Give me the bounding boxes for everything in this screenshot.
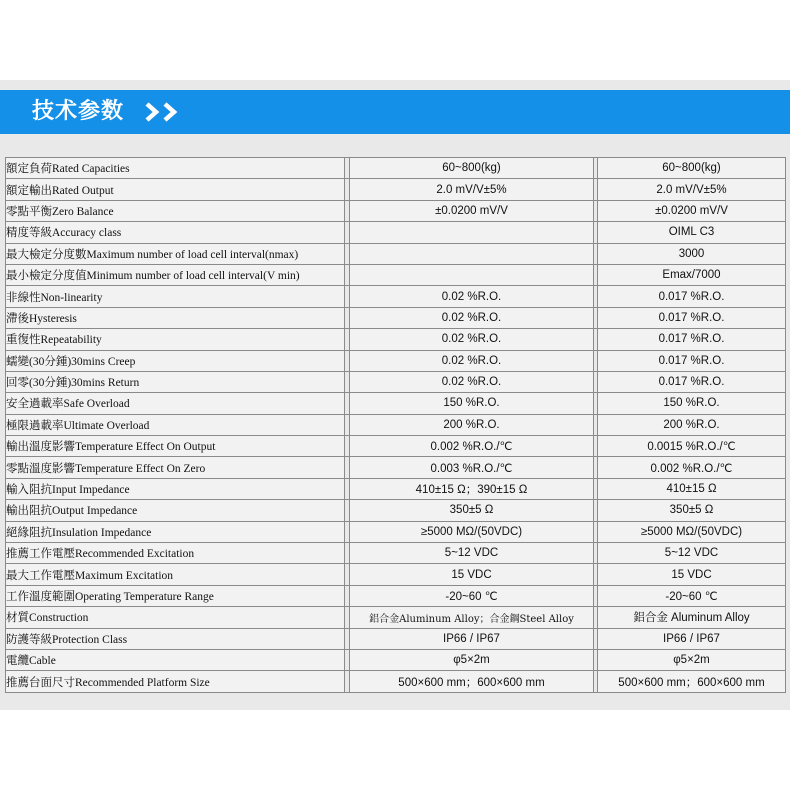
spec-label: 滯後Hysteresis [6,307,345,328]
spec-value-b: 350±5 Ω [598,500,786,521]
spec-value-b: 0.017 %R.O. [598,286,786,307]
table-row [6,243,786,264]
spec-value-a: 0.002 %R.O./℃ [350,436,594,457]
table-row [6,521,786,542]
spec-label: 最大工作電壓Maximum Excitation [6,564,345,585]
table-row [6,649,786,670]
spec-value-a: 2.0 mV/V±5% [350,179,594,200]
spec-label: 重復性Repeatability [6,329,345,350]
spec-value-b: 0.017 %R.O. [598,329,786,350]
spec-value-a: 0.02 %R.O. [350,371,594,392]
table-row [6,436,786,457]
table-row [6,414,786,435]
spec-value-b: φ5×2m [598,649,786,670]
table-row [6,457,786,478]
spec-label: 材質Construction [6,607,345,628]
table-row [6,200,786,221]
table-row [6,158,786,179]
spec-value-b: 500×600 mm；600×600 mm [598,671,786,692]
table-row [6,264,786,285]
table-row [6,543,786,564]
double-chevron-right-icon [143,100,187,124]
spec-value-b: 410±15 Ω [598,478,786,499]
table-row [6,179,786,200]
spec-value-a: 鋁合金Aluminum Alloy；合金鋼Steel Alloy [350,607,594,628]
spec-value-b: 5~12 VDC [598,543,786,564]
spec-value-b: 0.017 %R.O. [598,371,786,392]
table-row [6,350,786,371]
table-row [6,222,786,243]
spec-value-b: 60~800(kg) [598,158,786,179]
spec-label: 額定負荷Rated Capacities [6,158,345,179]
spec-label: 安全過載率Safe Overload [6,393,345,414]
spec-value-b: 200 %R.O. [598,414,786,435]
spec-label: 零點平衡Zero Balance [6,200,345,221]
spec-value-b: 鋁合金 Aluminum Alloy [598,607,786,628]
spec-value-b: 0.0015 %R.O./℃ [598,436,786,457]
section-banner [0,90,790,134]
spec-label: 電纜Cable [6,649,345,670]
spec-value-a: 0.02 %R.O. [350,286,594,307]
spec-value-b: ≥5000 MΩ/(50VDC) [598,521,786,542]
spec-value-a: -20~60 ℃ [350,585,594,606]
spec-value-b: 150 %R.O. [598,393,786,414]
spec-value-a: 5~12 VDC [350,543,594,564]
spec-value-b: -20~60 ℃ [598,585,786,606]
table-row [6,607,786,628]
spec-value-a: 200 %R.O. [350,414,594,435]
spec-label: 輸出阻抗Output Impedance [6,500,345,521]
spec-value-a: 60~800(kg) [350,158,594,179]
spec-value-a: 350±5 Ω [350,500,594,521]
spec-label: 精度等級Accuracy class [6,222,345,243]
spec-value-b: ±0.0200 mV/V [598,200,786,221]
table-row [6,393,786,414]
spec-value-b: 0.002 %R.O./℃ [598,457,786,478]
table-row [6,585,786,606]
spec-label: 額定輸出Rated Output [6,179,345,200]
table-row [6,478,786,499]
spec-table [5,157,786,693]
spec-value-a: IP66 / IP67 [350,628,594,649]
spec-value-b: 3000 [598,243,786,264]
table-row [6,564,786,585]
spec-value-a: 150 %R.O. [350,393,594,414]
spec-label: 蠕變(30分鍾)30mins Creep [6,350,345,371]
spec-value-b: IP66 / IP67 [598,628,786,649]
spec-value-a: 15 VDC [350,564,594,585]
table-row [6,628,786,649]
spec-value-b: OIML C3 [598,222,786,243]
spec-value-b: 0.017 %R.O. [598,307,786,328]
table-row [6,371,786,392]
spec-label: 零點溫度影響Temperature Effect On Zero [6,457,345,478]
spec-label: 極限過載率Ultimate Overload [6,414,345,435]
spec-value-b: 0.017 %R.O. [598,350,786,371]
spec-value-a: φ5×2m [350,649,594,670]
table-row [6,329,786,350]
spec-value-b: 15 VDC [598,564,786,585]
spec-value-a: 500×600 mm；600×600 mm [350,671,594,692]
spec-value-a [350,222,594,243]
spec-label: 推薦工作電壓Recommended Excitation [6,543,345,564]
spec-label: 最小檢定分度值Minimum number of load cell interval(V min) [6,264,345,285]
spec-value-a [350,264,594,285]
spec-label: 輸入阻抗Input Impedance [6,478,345,499]
spec-value-a: 0.003 %R.O./℃ [350,457,594,478]
spec-value-a: ≥5000 MΩ/(50VDC) [350,521,594,542]
spec-label: 絕緣阻抗Insulation Impedance [6,521,345,542]
spec-label: 輸出溫度影響Temperature Effect On Output [6,436,345,457]
spec-value-a: 0.02 %R.O. [350,307,594,328]
spec-label: 非線性Non-linearity [6,286,345,307]
table-row [6,307,786,328]
spec-value-b: Emax/7000 [598,264,786,285]
spec-value-b: 2.0 mV/V±5% [598,179,786,200]
spec-label: 防護等級Protection Class [6,628,345,649]
spec-value-a [350,243,594,264]
spec-value-a: 410±15 Ω；390±15 Ω [350,478,594,499]
spec-value-a: ±0.0200 mV/V [350,200,594,221]
spec-label: 工作溫度範圍Operating Temperature Range [6,585,345,606]
spec-value-a: 0.02 %R.O. [350,350,594,371]
spec-value-a: 0.02 %R.O. [350,329,594,350]
spec-label: 推薦台面尺寸Recommended Platform Size [6,671,345,692]
section-title: 技术参数 [32,99,125,124]
table-row [6,500,786,521]
table-row [6,671,786,692]
spec-label: 最大檢定分度數Maximum number of load cell interval(nmax) [6,243,345,264]
spec-label: 回零(30分鍾)30mins Return [6,371,345,392]
table-row [6,286,786,307]
